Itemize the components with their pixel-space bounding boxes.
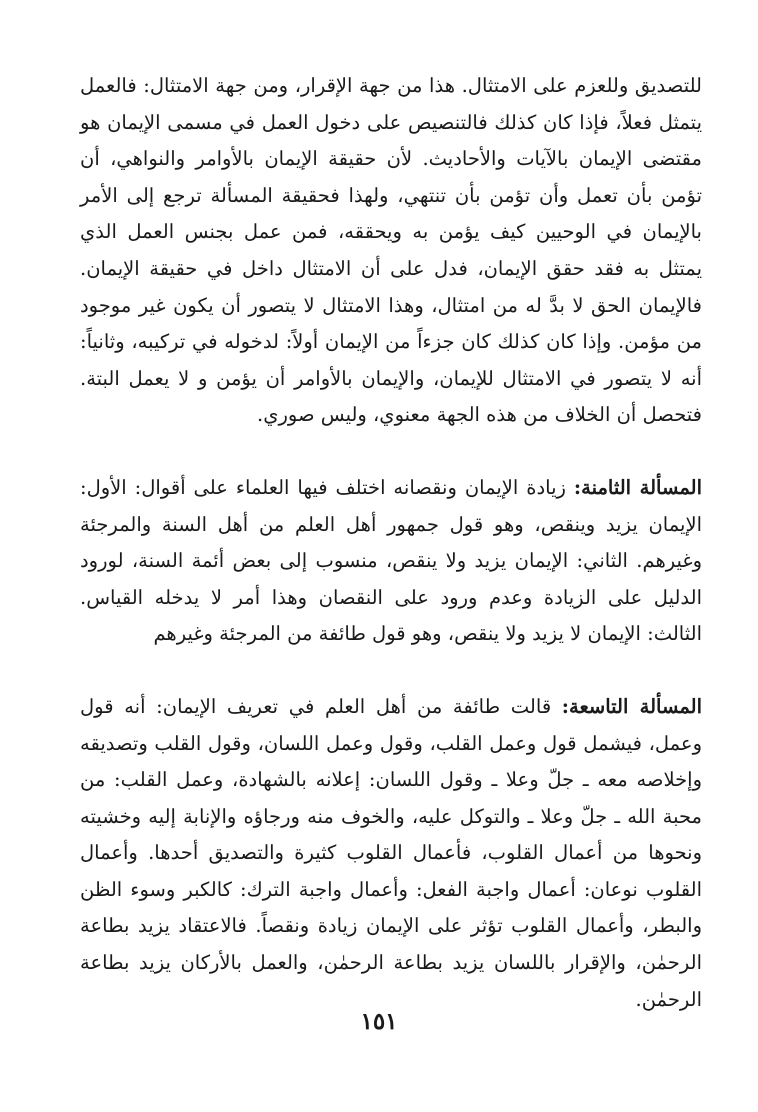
issue-nine-heading: المسألة التاسعة:	[561, 694, 702, 718]
paragraph-1	[80, 68, 702, 434]
issue-eight-heading: المسألة الثامنة:	[573, 475, 702, 499]
paragraph-1-text: للتصديق وللعزم على الامتثال. هذا من جهة الإقرار، ومن جهة الامتثال: فالعمل يتمثل فعلاً، فإذا كان كذلك فالتنصيص على دخول العمل في مسمى الإيمان هو مقتضى الإيمان بالآيات والأحاديث. لأن حقيقة الإيمان بالأوامر والنواهي، أن تؤمن بأن تعمل وأن تؤمن بأن تنتهي، ولهذا فحقيقة المسألة ترجع إلى الأمر بالإيمان في الوحيين كيف يؤمن به ويحققه، فمن عمل بجنس العمل الذي يمتثل به فقد حقق الإيمان، فدل على أن الامتثال داخل في حقيقة الإيمان. فالإيمان الحق لا بدَّ له من امتثال، وهذا الامتثال لا يتصور أن يكون غير موجود من مؤمن. وإذا كان كذلك كان جزءاً من الإيمان أولاً: لدخوله في تركيبه، وثانياً: أنه لا يتصور في الامتثال للإيمان، والإيمان بالأوامر أن يؤمن و لا يعمل البتة. فتحصل أن الخلاف من هذه الجهة معنوي، وليس صوري.	[80, 74, 702, 427]
paragraph-3	[80, 689, 702, 1018]
page-body	[80, 68, 702, 1018]
paragraph-2	[80, 470, 702, 653]
page-number: ١٥١	[360, 1008, 398, 1035]
paragraph-2-text: زيادة الإيمان ونقصانه اختلف فيها العلماء على أقوال: الأول: الإيمان يزيد وينقص، وهو قول جمهور أهل العلم من أهل السنة والمرجئة وغيرهم. الثاني: الإيمان يزيد ولا ينقص، منسوب إلى بعض أئمة السنة، لورود الدليل على الزيادة وعدم ورود على النقصان وهذا أمر لا يدخله القياس. الثالث: الإيمان لا يزيد ولا ينقص، وهو قول طائفة من المرجئة وغيرهم	[80, 475, 702, 646]
paragraph-3-text: قالت طائفة من أهل العلم في تعريف الإيمان: أنه قول وعمل، فيشمل قول وعمل القلب، وقول وعمل اللسان، وقول القلب وتصديقه وإخلاصه معه ـ جلّ وعلا ـ وقول اللسان: إعلانه بالشهادة، وعمل القلب: من محبة الله ـ جلّ وعلا ـ والتوكل عليه، والخوف منه ورجاؤه والإنابة إليه وخشيته ونحوها من أعمال القلوب، فأعمال القلوب كثيرة والتصديق أحدها. وأعمال القلوب نوعان: أعمال واجبة الفعل: وأعمال واجبة الترك: كالكبر وسوء الظن والبطر، وأعمال القلوب تؤثر على الإيمان زيادة ونقصاً. فالاعتقاد يزيد بطاعة الرحمٰن، والإقرار باللسان يزيد بطاعة الرحمٰن، والعمل بالأركان يزيد بطاعة الرحمٰن.	[80, 694, 702, 1011]
